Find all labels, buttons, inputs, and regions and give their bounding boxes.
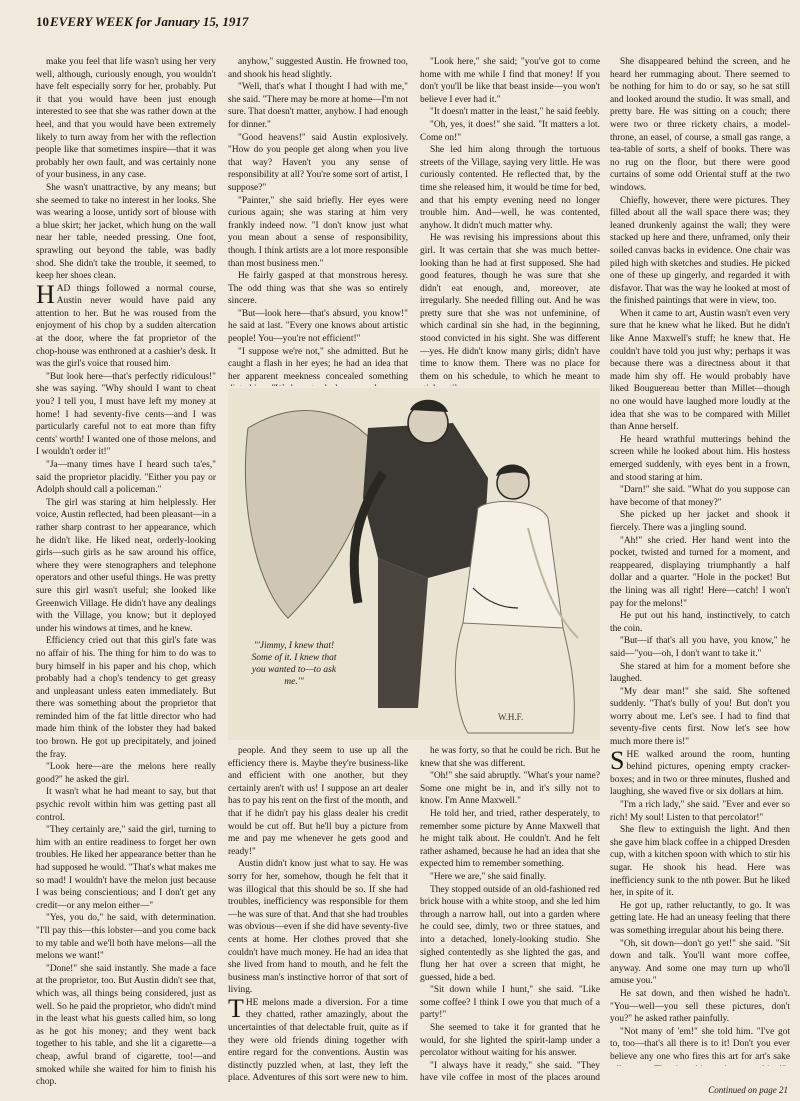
paragraph: "Here we are," she said finally. <box>430 871 547 882</box>
paragraph: Chiefly, however, there were pictures. They filled about all the wall space there was; they leaned drunkenly against the wall; they were stacked up here and there, unframed, only their soiled canvas backs in evidence. One chair was piled high with sketches and studies. He picked one of these up gingerly, and regarded it with disfavor. That was the way he looked at most of the finished paintings that were in view, too. <box>610 195 790 307</box>
paragraph: Efficiency cried out that this girl's fate was no affair of his. The thing for him to do was to bury himself in his paper and his chop, which probably had a chop's tendency to get greasy and unpleasant unless eaten immediately. But there was something about the proprietor that reminded him of the fat little director who had made him think of the lobster they had baked too brown. He got up precipitately, and joined the fray. <box>36 636 216 760</box>
paragraph: "But—look here—that's absurd, you know!" he said at last. "Every one knows about artistic people! You—you're not efficient!" <box>228 308 408 345</box>
paragraph: He told her, and tried, rather desperately, to remember some picture by Anne Maxwell that he might talk about. He couldn't. And he felt rather ashamed, because he had an idea that she expected him to remember something. <box>420 808 600 870</box>
paragraph: people. And they seem to use up all the efficiency there is. Maybe they're business-like and efficient with one another, but they certainly aren't with us! I suppose an art dealer has to pay his rent on the first of the month, and that if he didn't pay his glass dealer his credit would be cut off. But he'll buy a picture from me and pay me whenever he gets good and ready!" <box>228 746 408 857</box>
paragraph: It wasn't what he had meant to say, but that psychic revolt within him was getting past all control. <box>36 787 216 823</box>
paragraph: She disappeared behind the screen, and he heard her rummaging about. There seemed to be nothing for him to do or say, so he sat still and looked around the studio. It was small, and pretty bare. He was sitting on a couch; there were two or three rickety chairs, a model-throne, an easel, of course, a small gas range, a tea-table of sorts, a shelf of books. There was no rug on the floor, but there were good curtains of some odd Oriental stuff at the two windows. <box>610 57 790 193</box>
paragraph: The girl was staring at him helplessly. Her voice, Austin reflected, had been pleasant—in a rather sharp contrast to her appearance, which he didn't like. He liked neat, orderly-looking girls—such girls as he saw around his office, where they were stenographers and telephone operators and other useful things. He was pretty sure this girl wasn't useful; she looked like Greenwich Village. He didn't have any dealings with the Village, you know; but it deployed under his windows at times, and he knew. <box>36 497 216 634</box>
paragraph: "It doesn't matter in the least," he said feebly. <box>430 107 600 118</box>
svg-text:W.H.F.: W.H.F. <box>498 712 524 722</box>
paragraph: She picked up her jacket and shook it fiercely. There was a jingling sound. <box>610 510 790 533</box>
paragraph: "Look here—are the melons here really good?" he asked the girl. <box>36 762 216 785</box>
paragraph: "Ah!" she cried. Her hand went into the pocket, twisted and turned for a moment, and reappeared, displaying triumphantly a half dollar and a quarter. "Hole in the pocket! But the lining was all right! Here—catch! I won't pay for the melons!" <box>610 535 790 609</box>
page-header <box>36 14 766 40</box>
paragraph: make you feel that life wasn't using her very well, although, curiously enough, you wouldn't have felt especially sorry for her, probably. Put it that you would have been just enough interested to see that she was rather down at the heel, and that you would have been extremely likely to turn away from her with the reflection people like that sometimes inspire—that it was probably her own fault, and was certainly none of your business, in any case. <box>36 57 216 181</box>
paragraph: "Ja—many times have I heard such ta'es," said the proprietor placidly. "Either you pay or Adolph should call a policeman." <box>36 460 216 496</box>
paragraph: Austin didn't know just what to say. He was sorry for her, somehow, though he felt that it was illogical that this should be so. If she had troubles, inefficiency was responsible for them—he was sure of that. And that she had troubles was obvious—even if she did have seventy-five cents at home. Her clothes proved that she couldn't have much money. He had an idea that she lived from hand to mouth, and he felt the business man's instinctive horror of that sort of living. <box>228 859 408 996</box>
paragraph: "But—if that's all you have, you know," he said—"you—oh, I don't want to take it." <box>610 636 790 659</box>
paragraph: He sat down, and then wished he hadn't. "You—well—you sell these pictures, don't you?" he asked rather painfully. <box>610 988 790 1025</box>
column-2-bottom <box>228 745 408 1085</box>
paragraph: "Good heavens!" said Austin explosively. "How do you people get along when you live that way? Haven't you any sense of responsibility at all? You're some sort of artist, I suppose?" <box>228 132 408 193</box>
paragraph: "Done!" she said instantly. She made a face at the proprietor, too. But Austin didn't see that, which was, all things being considered, just as well. So he paid the proprietor, who didn't mind in the least what his guests called him, so long as he got his money; and they went back together to his table, and she lit a cigarette—a cheap, awful brand of cigarette, too!—and smoked while she waited for him to finish his chop. <box>36 963 216 1086</box>
paragraph: he was forty, so that he could be rich. But he knew that she was different. <box>420 746 600 769</box>
paragraph: "Oh, sit down—don't go yet!" she said. "Sit down and talk. You'll want more coffee, anyway. And some one may turn up who'll amuse you." <box>610 938 790 987</box>
column-4 <box>610 56 790 1066</box>
paragraph: "I'm a rich lady," she said. "Ever and ever so rich! My soul! Listen to that percolator!" <box>610 800 790 823</box>
paragraph: THE melons made a diversion. For a time they chatted, rather amazingly, about the uncertainties of that delectable fruit, quite as if they were old friends dining together with entire regard for the conventions. Austin was distinctly puzzled when, at last, they left the place. Adventures of this sort were new to him. <box>228 993 408 1084</box>
issue-title: EVERY WEEK for January 15, 1917 <box>50 14 249 29</box>
continued-note: Continued on page 21 <box>708 1085 788 1095</box>
paragraph: She led him along through the tortuous streets of the Village, saying very little. He was curiously contented. He reflected that, by the time she released him, it would be time for bed, and that his empty evening need no longer trouble him. And—well, he was contented, anyhow. It didn't much matter why. <box>420 145 600 231</box>
paragraph: "My dear man!" she said. She softened suddenly. "That's bully of you! But don't you worry about me. Let's see. I had to find that seventy-five cents first. Now let's see how much more there is!" <box>610 686 790 748</box>
paragraph: "Look here," she said; "you've got to come home with me while I find that money! If you don't you'll be like that beast inside—you won't believe I ever had it." <box>420 57 600 105</box>
paragraph: SHE walked around the room, hunting behind pictures, opening empty cracker-boxes; and in two or three minutes, flushed and laughing, she waved five or six dollars at him. <box>610 745 790 798</box>
paragraph: "But look here—that's perfectly ridiculous!" she was saying. "Why should I want to cheat you? I tell you, I must have left my money at home! I had seventy-five cents—and I was particularly careful not to eat more than fifty cents' worth! I wanted one of those melons, and I wouldn't order it!" <box>36 371 216 458</box>
paragraph: anyhow," suggested Austin. He frowned too, and shook his head slightly. <box>228 57 408 80</box>
paragraph: When it came to art, Austin wasn't even very sure that he knew what he liked. But he didn't like Anne Maxwell's stuff; he knew that. He couldn't have told you just why; perhaps it was because there was a directness about it that made him shy off. He would probably have liked Bouguereau better than Millet—though no one would have laughed more loudly at the idea that she was to be compared with Millet than Anne herself. <box>610 308 790 433</box>
paragraph: He heard wrathful mutterings behind the screen while he looked about him. His hostess emerged suddenly, with eyes bent in a frown, and stood staring at him. <box>610 434 790 483</box>
paragraph: "I always have it ready," she said. "They have vile coffee in most of the places around <box>420 1060 600 1084</box>
paragraph: HAD things followed a normal course, Austin never would have paid any attention to her. But he was roused from the enjoyment of his chop by a sudden altercation at the door, where the fat proprietor of the chop-house was enthroned at a cashier's desk. It was the girl's voice that roused him. <box>36 279 216 370</box>
paragraph: "Oh!" she said abruptly. "What's your name? Some one might be in, and it's silly not to know. I'm Anne Maxwell." <box>420 771 600 807</box>
illustration-caption: "'Jimmy, I knew that! Some of it. I knew that you wanted to—to ask me.'" <box>251 641 337 687</box>
paragraph: She wasn't unattractive, by any means; but she seemed to take no interest in her looks. She was wearing a loose, untidy sort of blouse with a blue skirt; her jacket, which hung on the wall near her table, needed pressing. One foot, sprawling out beyond the table, was badly shod. She didn't take the trouble, it seemed, to keep her shoes clean. <box>36 182 216 282</box>
paragraph: She seemed to take it for granted that he would, for she lighted the spirit-lamp under a percolator without waiting for his answer. <box>420 1023 600 1059</box>
column-1 <box>36 56 216 1086</box>
paragraph: He was revising his impressions about this girl. It was certain that she was much better-looking than he had at first supposed. She had good features, though he was sure that she didn't eat enough, and, moreover, ate irregularly. She needed filling out. And he was pretty sure that she was not unfeminine, of which cardinal sin she had, in the beginning, stood convicted in his sight. She was different—yes. He didn't know many girls; didn't have time to know them. There was no place for them on his schedule, to which he meant to <box>420 233 600 382</box>
paragraph: She flew to extinguish the light. And then she gave him black coffee in a chipped Dresden cup, with a kitchen spoon with which to stir his sugar. He shook his head. Here was inefficiency sunk to the nth power. But he liked her, in spite of it. <box>610 825 790 899</box>
paragraph: "Oh, yes, it does!" she said. "It matters a lot. Come on!" <box>420 119 600 143</box>
paragraph: He fairly gasped at that monstrous heresy. The odd thing was that she was so entirely sincere. <box>228 271 408 307</box>
column-3-top <box>420 56 600 386</box>
paragraph: They stopped outside of an old-fashioned red brick house with a white stoop, and she led him through a narrow hall, out into a garden where he could see, dimly, two or three statues, and into a detached, lonely-looking studio. She sighed contentedly as she lighted the gas, and flung her hat over a screen that might, he guessed, hide a bed. <box>420 884 600 983</box>
column-2-top <box>228 56 408 386</box>
paragraph: "Sit down while I hunt," she said. "Like some coffee? I think I owe you that much of a party!" <box>420 985 600 1021</box>
page-number: 10 <box>36 14 49 29</box>
column-3-bottom <box>420 745 600 1085</box>
paragraph: "I suppose we're not," she admitted. But he caught a flash in her eyes; he had an idea that her apparent meekness concealed something <box>228 346 408 382</box>
paragraph: She stared at him for a moment before she laughed. <box>610 661 790 685</box>
paragraph: "Darn!" she said. "What do you suppose can have become of that money?" <box>610 485 790 508</box>
paragraph: "They certainly are," said the girl, turning to him with an entire readiness to forget her own troubles. He liked her appearance better than he had supposed he would. "That's what makes me so mad! I wouldn't have the melon just because I was being conscientious; and I don't get any credit—or any melon either—" <box>36 825 216 911</box>
paragraph: "Well, that's what I thought I had with me," she said. "There may be more at home—I'm not sure. That doesn't matter, anyhow. I had enough for dinner." <box>228 82 408 130</box>
paragraph: He put out his hand, instinctively, to catch the coin. <box>610 611 790 634</box>
paragraph: "Painter," she said briefly. Her eyes were curious again; she was staring at him very frankly indeed now. "I don't know just what you mean about a sense of responsibility, though. I think artists are a lot more responsible than most business men." <box>228 195 408 269</box>
paragraph: "Not many of 'em!" she told him. "I've got to, too—that's all there is to it! Don't you ever believe any one who fires this art for art's sake <box>610 1026 790 1062</box>
paragraph: "Yes, you do," he said, with determination. "I'll pay this—this lobster—and you come back to my table and we'll both have melons—all the melons we want!" <box>36 913 216 962</box>
paragraph: He got up, rather reluctantly, to go. It was getting late. He had an uneasy feeling that there was something irregular about his being there. <box>610 900 790 936</box>
